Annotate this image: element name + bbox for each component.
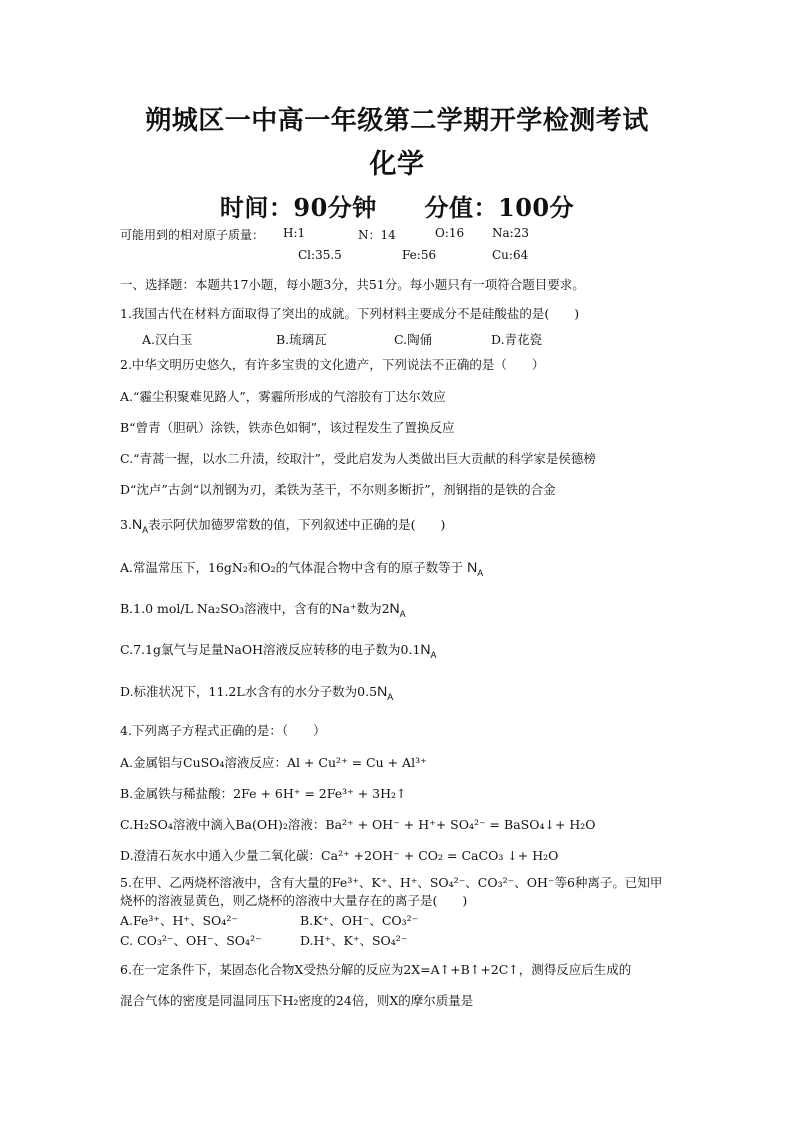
q3-option-d-line [120, 682, 393, 700]
q4-option-c: C.H₂SO₄溶液中滴入Ba(OH)₂溶液：Ba²⁺ + OH⁻ + H⁺+ SO₄²⁻ = BaSO₄↓+ H₂O [120, 817, 596, 832]
q3-stem-line [120, 515, 445, 533]
q1-option-c: C.陶俑 [394, 332, 433, 347]
q2-stem: 2.中华文明历史悠久，有许多宝贵的文化遗产，下列说法不正确的是（ ） [120, 357, 545, 372]
q3-stem: 表示阿伏加德罗常数的值，下列叙述中正确的是( ) [148, 517, 446, 532]
q5-option-d: D.H⁺、K⁺、SO₄²⁻ [300, 933, 408, 948]
mass-fe: Fe:56 [402, 248, 437, 262]
q3-number: 3. [120, 517, 132, 532]
q5-option-c: C. CO₃²⁻、OH⁻、SO₄²⁻ [120, 933, 262, 948]
q3-option-a-line [120, 558, 483, 576]
mass-na: Na:23 [492, 226, 529, 240]
q4-option-a: A.金属铝与CuSO₄溶液反应：Al + Cu²⁺ = Cu + Al³⁺ [120, 755, 427, 770]
q3-option-b-line [120, 599, 406, 617]
q4-option-b: B.金属铁与稀盐酸：2Fe + 6H⁺ = 2Fe³⁺ + 3H₂↑ [120, 786, 407, 801]
na-symbol: $N_A$ [131, 516, 149, 535]
q4-option-d: D.澄清石灰水中通入少量二氧化碳：Ca²⁺ +2OH⁻ + CO₂ = CaCO₃ ↓+ H₂O [120, 848, 559, 863]
q5-option-a: A.Fe³⁺、H⁺、SO₄²⁻ [120, 913, 238, 928]
mass-cu: Cu:64 [492, 248, 529, 262]
masses-label: 可能用到的相对原子质量： [120, 228, 265, 242]
na-symbol: $N_A$ [467, 559, 484, 578]
q5-stem-line2: 烧杯的溶液显黄色，则乙烧杯的溶液中大量存在的离子是( ) [120, 893, 468, 908]
mass-cl: Cl:35.5 [298, 248, 342, 262]
q6-stem-line1: 6.在一定条件下，某固态化合物X受热分解的反应为2X=A↑+B↑+2C↑，测得反应后生成的 [120, 962, 632, 977]
mass-o: O:16 [435, 226, 465, 240]
subject-title: 化学 [369, 149, 425, 180]
na-symbol: $N_A$ [420, 641, 437, 660]
q1-option-b: B.琉璃瓦 [276, 332, 327, 347]
q1-option-d: D.青花瓷 [491, 332, 543, 347]
q3-option-c-line [120, 640, 437, 658]
q4-stem: 4.下列离子方程式正确的是：（ ） [120, 723, 326, 738]
q1-stem: 1.我国古代在材料方面取得了突出的成就。下列材料主要成分不是硅酸盐的是( ) [120, 306, 580, 321]
time-score-line [0, 188, 794, 223]
q2-option-c: C.“青蒿一握，以水二升渍，绞取汁”，受此启发为人类做出巨大贡献的科学家是侯德榜 [120, 451, 596, 466]
mass-n: N：14 [358, 228, 396, 242]
q3-option-d: D.标准状况下，11.2L水含有的水分子数为0.5 [120, 684, 378, 699]
q2-option-b: B“曾青（胆矾）涂铁，铁赤色如铜”，该过程发生了置换反应 [120, 420, 455, 435]
q3-option-c: C.7.1g氯气与足量NaOH溶液反应转移的电子数为0.1 [120, 642, 421, 657]
na-symbol: $N_A$ [389, 600, 406, 619]
q3-option-a: A.常温常压下，16gN₂和O₂的气体混合物中含有的原子数等于 [120, 560, 464, 575]
q3-option-b: B.1.0 mol/L Na₂SO₃溶液中，含有的Na⁺数为2 [120, 601, 390, 616]
q2-option-a: A.“霾尘积聚难见路人”，雾霾所形成的气溶胶有丁达尔效应 [120, 389, 446, 404]
mass-h: H:1 [283, 226, 306, 240]
q5-option-b: B.K⁺、OH⁻、CO₃²⁻ [300, 913, 419, 928]
exam-title: 朔城区一中高一年级第二学期开学检测考试 [145, 106, 649, 136]
exam-score: 分值：100分 [424, 193, 575, 222]
na-symbol: $N_A$ [377, 683, 394, 702]
q6-stem-line2: 混合气体的密度是同温同压下H₂密度的24倍，则X的摩尔质量是 [120, 993, 474, 1008]
q5-stem-line1: 5.在甲、乙两烧杯溶液中，含有大量的Fe³⁺、K⁺、H⁺、SO₄²⁻、CO₃²⁻、OH⁻等6种离子。已知甲 [120, 875, 663, 890]
section-heading: 一、选择题：本题共17小题，每小题3分，共51分。每小题只有一项符合题目要求。 [120, 277, 585, 292]
q1-option-a: A.汉白玉 [142, 332, 193, 347]
q2-option-d: D“沈卢”古剑“以剂钢为刃，柔铁为茎干，不尔则多断折”，剂钢指的是铁的合金 [120, 482, 556, 497]
exam-time: 时间：90分钟 [219, 193, 377, 222]
